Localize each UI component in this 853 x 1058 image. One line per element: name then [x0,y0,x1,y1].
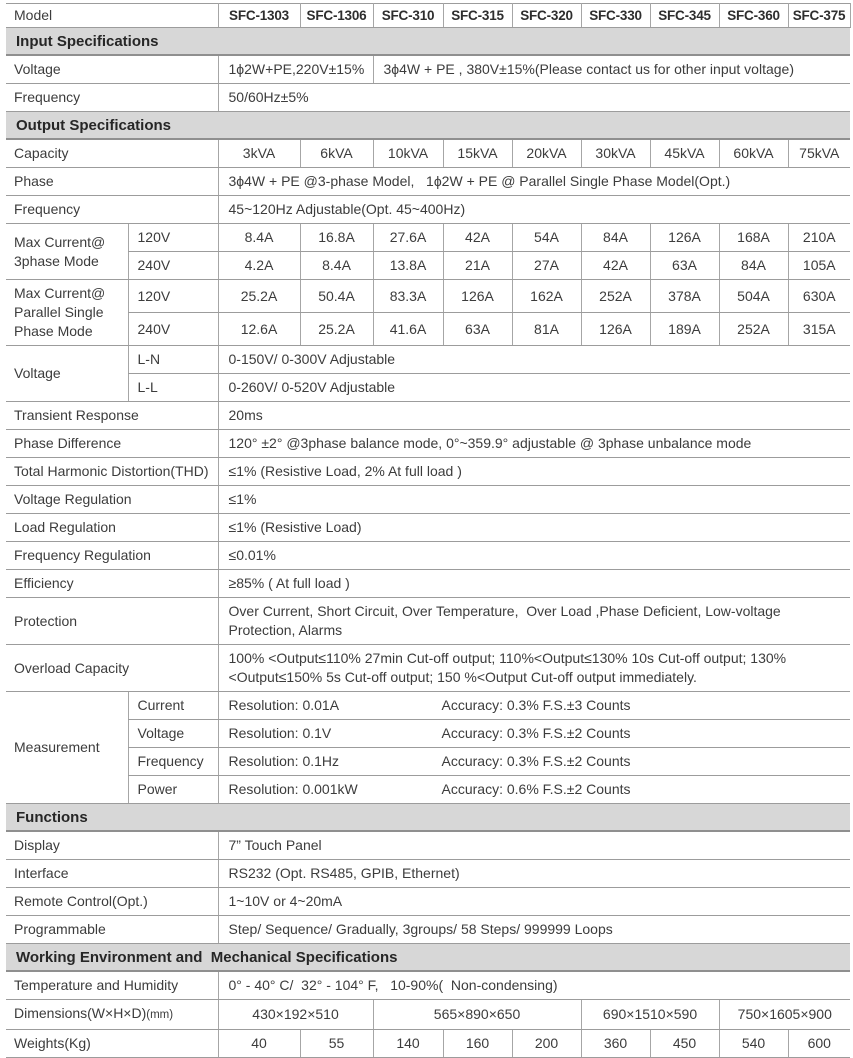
capacity-value: 10kVA [373,139,443,168]
current-value: 315A [788,313,850,346]
current-value: 8.4A [218,224,300,252]
row-overload-capacity [6,645,850,692]
spec-value: 1ϕ2W+PE,220V±15% [218,55,373,84]
spec-label: Max Current@ 3phase Mode [6,224,128,280]
section-title: Input Specifications [6,28,850,56]
row-input-frequency [6,84,850,112]
weight-value: 140 [373,1030,443,1058]
row-weights [6,1030,850,1058]
spec-sublabel: 120V [128,280,218,313]
spec-value: 1~10V or 4~20mA [218,888,850,916]
current-value: 50.4A [300,280,373,313]
model-name: SFC-360 [719,4,788,28]
spec-label: Weights(Kg) [6,1030,218,1058]
row-maxcurrent-parallel-240 [6,313,850,346]
dimension-value: 750×1605×900 [719,1000,850,1030]
current-value: 54A [512,224,581,252]
specification-table [6,3,851,1058]
spec-label: Phase Difference [6,430,218,458]
spec-label: Efficiency [6,570,218,598]
row-section-output [6,112,850,140]
weight-value: 200 [512,1030,581,1058]
spec-sublabel: 120V [128,224,218,252]
row-input-voltage [6,55,850,84]
current-value: 83.3A [373,280,443,313]
current-value: 84A [719,252,788,280]
weight-value: 450 [650,1030,719,1058]
resolution-text: Resolution: 0.1V [228,725,332,741]
current-value: 504A [719,280,788,313]
capacity-value: 6kVA [300,139,373,168]
weight-value: 360 [581,1030,650,1058]
row-thd [6,458,850,486]
dimension-value: 690×1510×590 [581,1000,719,1030]
model-name: SFC-345 [650,4,719,28]
model-name: SFC-375 [788,4,850,28]
row-measurement-power [6,776,850,804]
row-efficiency [6,570,850,598]
spec-value: ≤1% (Resistive Load, 2% At full load ) [218,458,850,486]
measurement-value [218,748,850,776]
spec-sublabel: Frequency [128,748,218,776]
dimension-value: 430×192×510 [218,1000,373,1030]
spec-label: Measurement [6,692,128,804]
spec-label: Voltage [6,346,128,402]
spec-label: Max Current@ Parallel Single Phase Mode [6,280,128,346]
spec-value: 120° ±2° @3phase balance mode, 0°~359.9° adjustable @ 3phase unbalance mode [218,430,850,458]
current-value: 252A [719,313,788,346]
model-name: SFC-310 [373,4,443,28]
current-value: 63A [650,252,719,280]
spec-label [6,1000,218,1030]
current-value: 252A [581,280,650,313]
current-value: 4.2A [218,252,300,280]
spec-value: 45~120Hz Adjustable(Opt. 45~400Hz) [218,196,850,224]
current-value: 105A [788,252,850,280]
row-measurement-voltage [6,720,850,748]
spec-sublabel: Current [128,692,218,720]
row-dimensions [6,1000,850,1030]
capacity-value: 45kVA [650,139,719,168]
row-measurement-current [6,692,850,720]
spec-label: Remote Control(Opt.) [6,888,218,916]
current-value: 126A [650,224,719,252]
spec-label: Interface [6,860,218,888]
spec-sublabel: Voltage [128,720,218,748]
spec-value: Step/ Sequence/ Gradually, 3groups/ 58 Steps/ 999999 Loops [218,916,850,944]
accuracy-text: Accuracy: 0.6% F.S.±2 Counts [441,781,631,797]
spec-label: Programmable [6,916,218,944]
current-value: 189A [650,313,719,346]
spec-label: Overload Capacity [6,645,218,692]
row-temperature-humidity [6,971,850,1000]
row-section-working [6,944,850,972]
model-name: SFC-1303 [218,4,300,28]
capacity-value: 60kVA [719,139,788,168]
model-name: SFC-315 [443,4,512,28]
resolution-text: Resolution: 0.01A [228,697,340,713]
spec-label: Total Harmonic Distortion(THD) [6,458,218,486]
spec-value: RS232 (Opt. RS485, GPIB, Ethernet) [218,860,850,888]
weight-value: 540 [719,1030,788,1058]
row-display [6,831,850,860]
capacity-value: 75kVA [788,139,850,168]
model-name: SFC-320 [512,4,581,28]
resolution-text: Resolution: 0.1Hz [228,753,340,769]
dimension-value: 565×890×650 [373,1000,581,1030]
spec-label: Voltage [6,55,218,84]
resolution-text: Resolution: 0.001kW [228,781,358,797]
spec-sublabel: Power [128,776,218,804]
accuracy-text: Accuracy: 0.3% F.S.±3 Counts [441,697,631,713]
spec-label: Phase [6,168,218,196]
current-value: 63A [443,313,512,346]
weight-value: 160 [443,1030,512,1058]
row-protection [6,598,850,645]
weight-value: 600 [788,1030,850,1058]
spec-label: Capacity [6,139,218,168]
row-maxcurrent-3phase-240 [6,252,850,280]
row-capacity [6,139,850,168]
row-programmable [6,916,850,944]
spec-value: ≥85% ( At full load ) [218,570,850,598]
current-value: 25.2A [218,280,300,313]
current-value: 84A [581,224,650,252]
row-output-frequency [6,196,850,224]
spec-label: Frequency [6,84,218,112]
current-value: 16.8A [300,224,373,252]
dimensions-label: Dimensions(W×H×D) [14,1005,147,1021]
spec-value: 20ms [218,402,850,430]
spec-label: Transient Response [6,402,218,430]
row-transient-response [6,402,850,430]
current-value: 42A [443,224,512,252]
row-measurement-frequency [6,748,850,776]
current-value: 210A [788,224,850,252]
spec-sublabel: L-L [128,374,218,402]
row-maxcurrent-parallel-120 [6,280,850,313]
model-name: SFC-1306 [300,4,373,28]
dimensions-label-unit: (mm) [146,1009,174,1021]
measurement-value [218,776,850,804]
spec-value: 50/60Hz±5% [218,84,850,112]
accuracy-text: Accuracy: 0.3% F.S.±2 Counts [441,753,631,769]
row-remote-control [6,888,850,916]
capacity-value: 20kVA [512,139,581,168]
current-value: 21A [443,252,512,280]
row-interface [6,860,850,888]
section-title: Output Specifications [6,112,850,140]
current-value: 630A [788,280,850,313]
row-frequency-regulation [6,542,850,570]
current-value: 8.4A [300,252,373,280]
current-value: 126A [581,313,650,346]
weight-value: 40 [218,1030,300,1058]
current-value: 41.6A [373,313,443,346]
current-value: 378A [650,280,719,313]
spec-value: 0-260V/ 0-520V Adjustable [218,374,850,402]
spec-sublabel: 240V [128,313,218,346]
row-voltage-regulation [6,486,850,514]
row-section-input [6,28,850,56]
weight-value: 55 [300,1030,373,1058]
spec-label: Display [6,831,218,860]
spec-value: ≤1% (Resistive Load) [218,514,850,542]
spec-value: ≤1% [218,486,850,514]
model-row-label: Model [6,4,218,28]
spec-sublabel: 240V [128,252,218,280]
model-name: SFC-330 [581,4,650,28]
current-value: 126A [443,280,512,313]
section-title: Functions [6,804,850,832]
spec-label: Load Regulation [6,514,218,542]
spec-value: 0-150V/ 0-300V Adjustable [218,346,850,374]
spec-label: Temperature and Humidity [6,971,218,1000]
row-section-functions [6,804,850,832]
spec-label: Frequency Regulation [6,542,218,570]
spec-value: 0° - 40° C/ 32° - 104° F, 10-90%( Non-condensing) [218,971,850,1000]
capacity-value: 3kVA [218,139,300,168]
accuracy-text: Accuracy: 0.3% F.S.±2 Counts [441,725,631,741]
measurement-value [218,720,850,748]
current-value: 27.6A [373,224,443,252]
spec-label: Protection [6,598,218,645]
section-title: Working Environment and Mechanical Specifications [6,944,850,972]
measurement-value [218,692,850,720]
current-value: 13.8A [373,252,443,280]
row-model-header [6,4,850,28]
spec-value: 3ϕ4W + PE , 380V±15%(Please contact us for other input voltage) [373,55,850,84]
capacity-value: 15kVA [443,139,512,168]
spec-value: 100% <Output≤110% 27min Cut-off output; 110%<Output≤130% 10s Cut-off output; 130%<Output≤150% 5s Cut-off output; 150 %<Output Cut-off output immediately. [218,645,850,692]
current-value: 162A [512,280,581,313]
current-value: 42A [581,252,650,280]
current-value: 12.6A [218,313,300,346]
row-phase-difference [6,430,850,458]
row-load-regulation [6,514,850,542]
spec-value: 7” Touch Panel [218,831,850,860]
spec-value: Over Current, Short Circuit, Over Temperature, Over Load ,Phase Deficient, Low-voltage Protection, Alarms [218,598,850,645]
current-value: 81A [512,313,581,346]
capacity-value: 30kVA [581,139,650,168]
spec-label: Voltage Regulation [6,486,218,514]
current-value: 27A [512,252,581,280]
spec-label: Frequency [6,196,218,224]
current-value: 25.2A [300,313,373,346]
spec-sublabel: L-N [128,346,218,374]
row-output-voltage-ll [6,374,850,402]
current-value: 168A [719,224,788,252]
row-output-phase [6,168,850,196]
spec-value: 3ϕ4W + PE @3-phase Model, 1ϕ2W + PE @ Parallel Single Phase Model(Opt.) [218,168,850,196]
row-output-voltage-ln [6,346,850,374]
row-maxcurrent-3phase-120 [6,224,850,252]
spec-value: ≤0.01% [218,542,850,570]
